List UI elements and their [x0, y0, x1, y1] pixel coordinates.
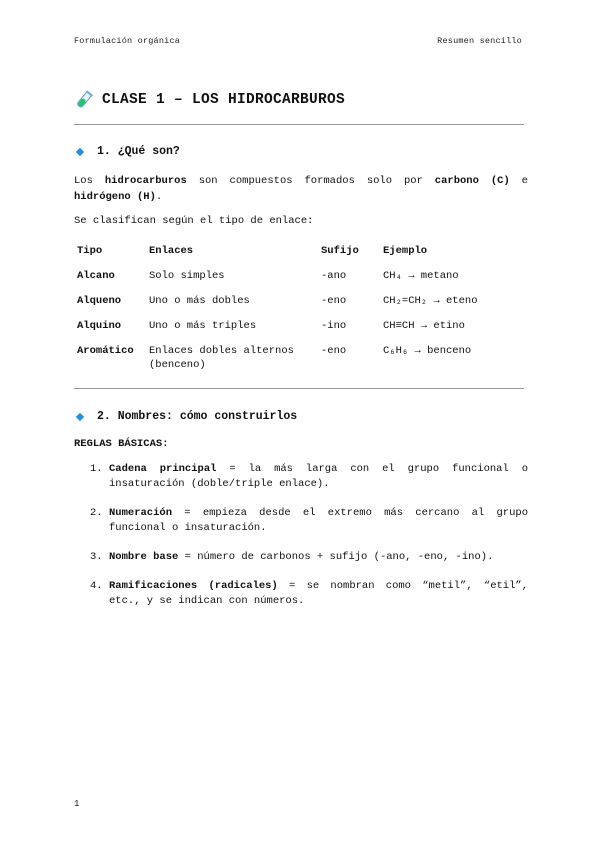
page-title — [74, 90, 345, 110]
section-heading-1 — [74, 145, 180, 158]
test-tube-icon — [74, 90, 94, 110]
table-cell: -ino — [321, 320, 347, 332]
table-cell: Aromático — [77, 345, 134, 357]
section-heading-2 — [74, 410, 297, 423]
list-item: 1. Cadena principal = la más larga con el grupo funcional o insaturación (doble/triple enlace). — [90, 463, 528, 490]
list-item: 4. Ramificaciones (radicales) = se nombran como “metil”, “etil”, etc., y se indican con números. — [90, 580, 528, 607]
table-row — [74, 344, 533, 372]
table-cell: Solo simples — [149, 270, 225, 282]
section-heading-text: 1. ¿Qué son? — [97, 145, 180, 158]
column-header: Tipo — [77, 245, 103, 257]
table-row — [74, 319, 533, 344]
table-row — [74, 294, 533, 319]
divider — [74, 124, 524, 125]
table-header-row — [74, 244, 533, 269]
running-header-right: Resumen sencillo — [437, 36, 522, 46]
column-header: Ejemplo — [383, 245, 428, 257]
table-cell: Enlaces dobles alternos (benceno) — [149, 345, 294, 371]
list-item: 3. Nombre base = número de carbonos + sufijo (-ano, -eno, -ino). — [90, 551, 494, 563]
table-row — [74, 269, 533, 294]
section-heading-text: 2. Nombres: cómo construirlos — [97, 410, 298, 423]
running-header-left: Formulación orgánica — [74, 36, 181, 46]
intro-paragraph: Los hidrocarburos son compuestos formados solo por carbono (C) e hidrógeno (H). — [74, 175, 528, 203]
table-cell: CH≡CH → etino — [383, 320, 465, 332]
diamond-bullet-icon — [76, 147, 84, 155]
table-cell: -eno — [321, 295, 347, 307]
title-text: CLASE 1 – LOS HIDROCARBUROS — [102, 92, 346, 108]
column-header: Enlaces — [149, 245, 194, 257]
table-cell: C₆H₆ → benceno — [383, 345, 472, 357]
table-cell: -eno — [321, 345, 347, 357]
table-cell: Alquino — [77, 320, 122, 332]
table-cell: Alqueno — [77, 295, 122, 307]
list-item: 2. Numeración = empieza desde el extremo más cercano al grupo funcional o insaturación. — [90, 507, 528, 534]
column-header: Sufijo — [321, 245, 359, 257]
diamond-bullet-icon — [76, 412, 84, 420]
page-number: 1 — [74, 799, 80, 809]
rules-label: REGLAS BÁSICAS: — [74, 438, 169, 450]
table-cell: CH₄ → metano — [383, 270, 459, 282]
rules-list — [74, 462, 528, 623]
divider — [74, 388, 524, 389]
classify-paragraph: Se clasifican según el tipo de enlace: — [74, 215, 314, 227]
table-cell: Uno o más triples — [149, 320, 257, 332]
table-cell: -ano — [321, 270, 347, 282]
table-cell: Alcano — [77, 270, 115, 282]
hydrocarbon-table — [74, 244, 533, 372]
table-cell: Uno o más dobles — [149, 295, 250, 307]
table-cell: CH₂=CH₂ → eteno — [383, 295, 478, 307]
